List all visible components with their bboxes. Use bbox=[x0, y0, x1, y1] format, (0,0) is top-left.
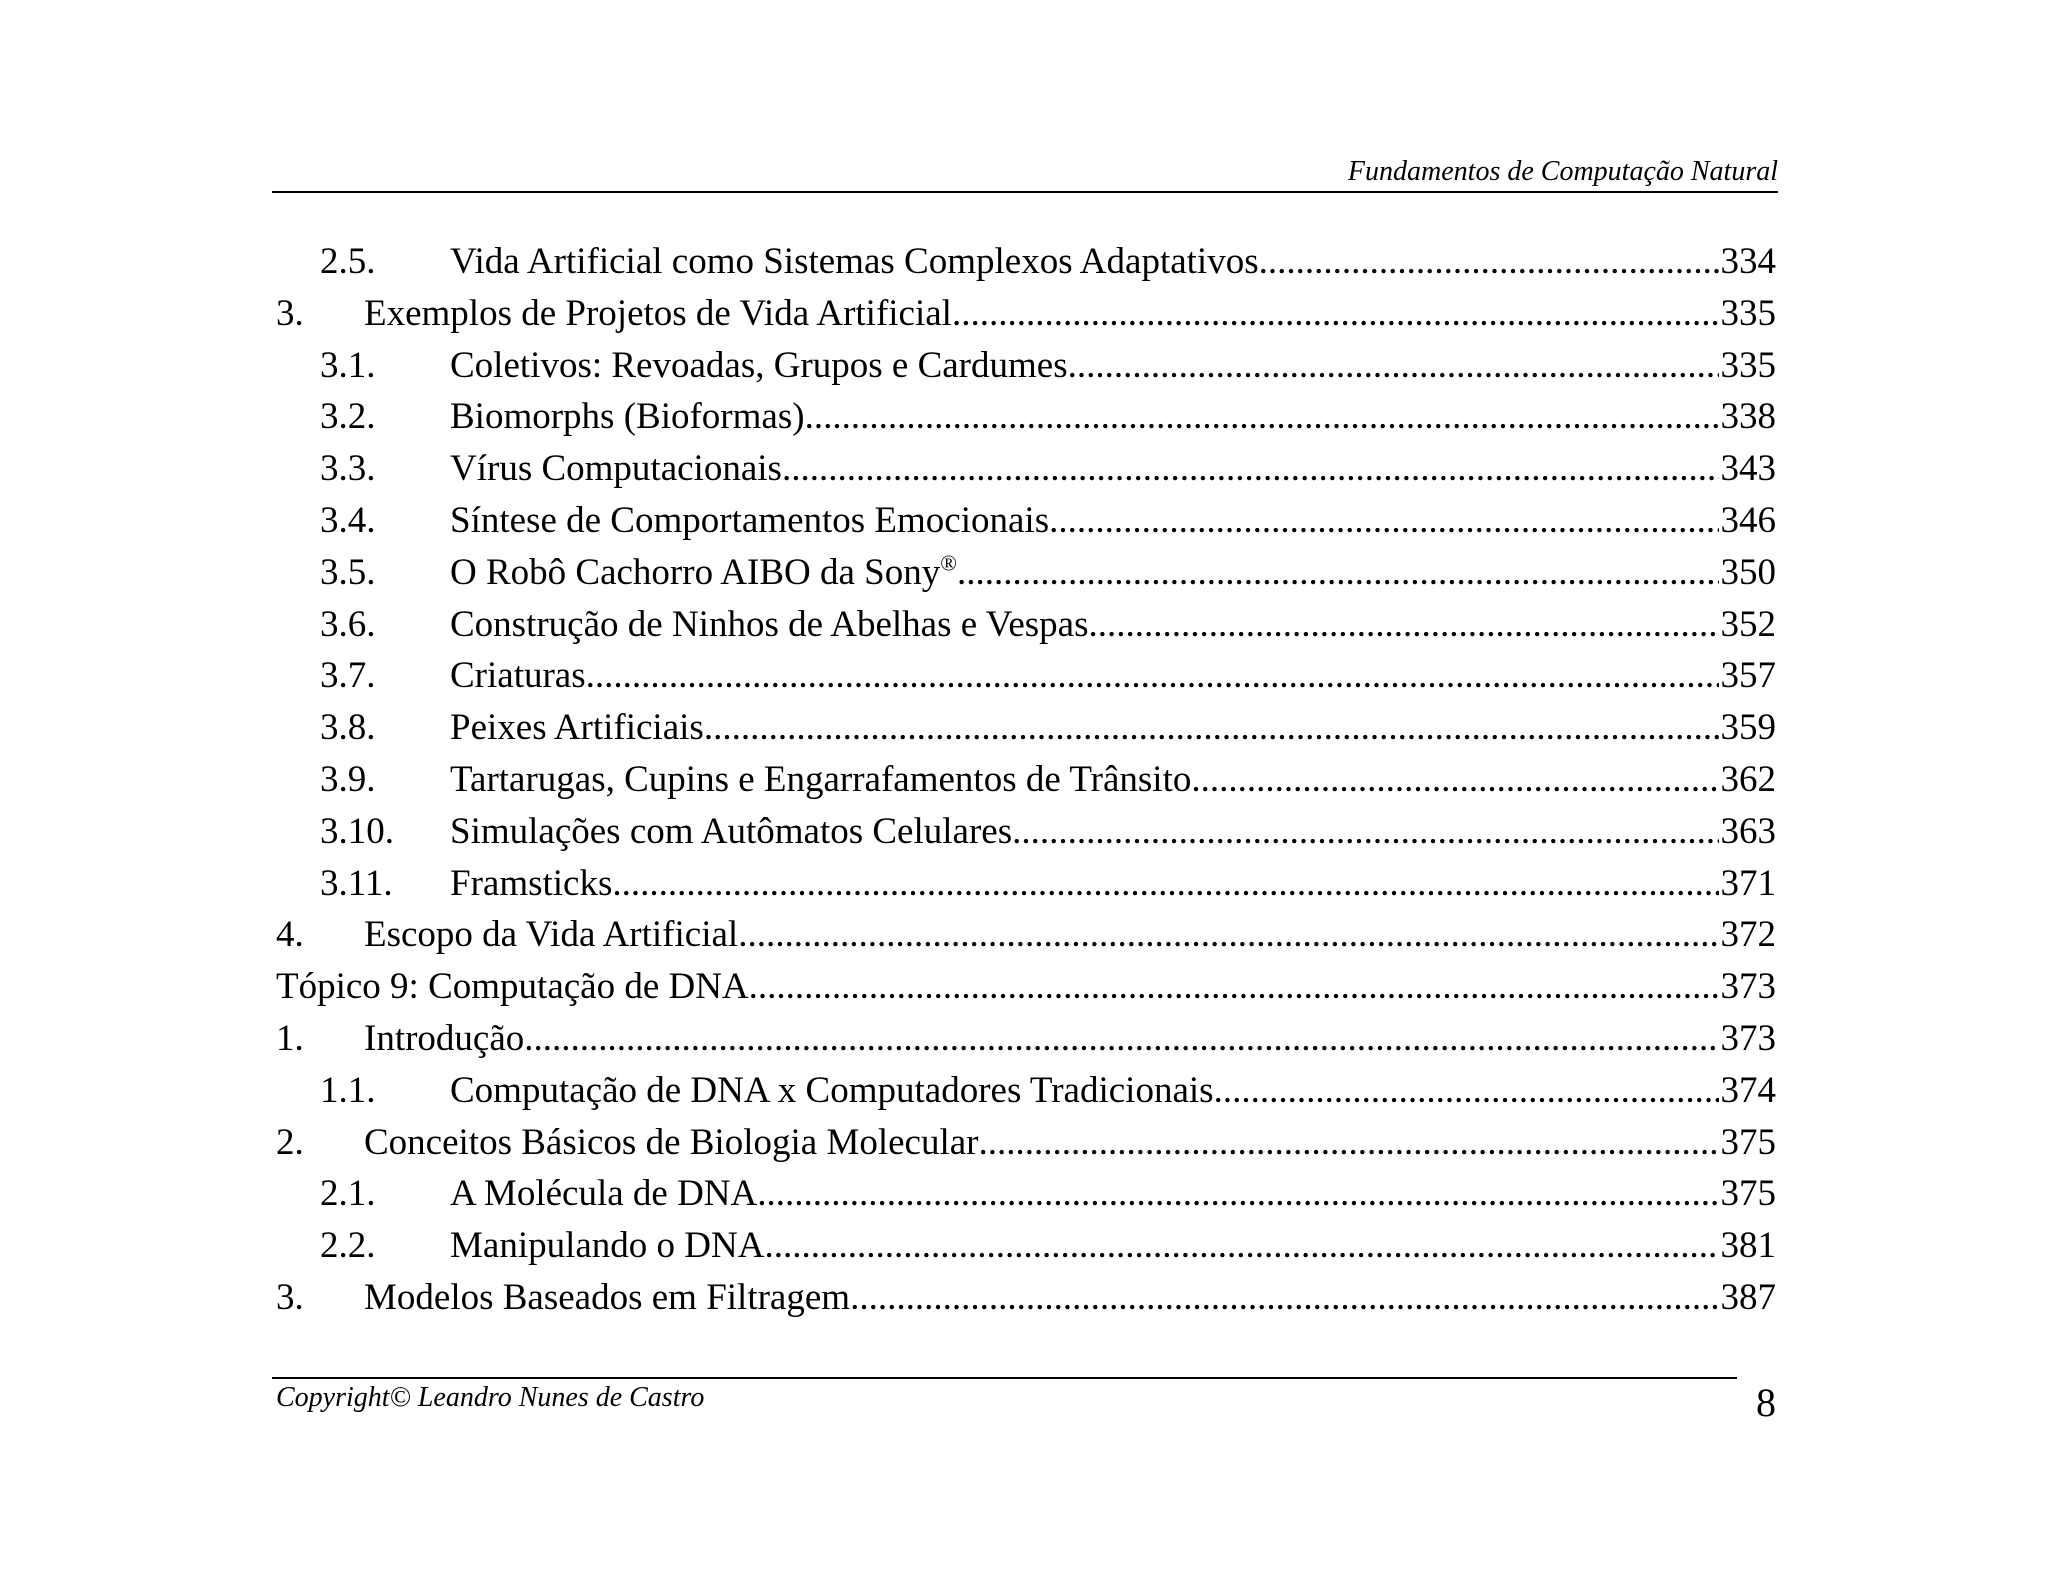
toc-entry-3-6 bbox=[276, 599, 1776, 651]
registered-mark: ® bbox=[940, 550, 957, 576]
toc-entry-title: Escopo da Vida Artificial bbox=[364, 914, 739, 956]
toc-entry-title: Computação de DNA x Computadores Tradicionais bbox=[450, 1069, 1214, 1111]
toc-entry-2-1 bbox=[276, 1168, 1776, 1220]
toc-entry-number: 2.1. bbox=[320, 1173, 376, 1215]
toc-entry-number: 3.8. bbox=[320, 707, 376, 749]
toc-entry-number: 1.1. bbox=[320, 1069, 376, 1111]
toc-entry-number: 3.11. bbox=[320, 862, 393, 904]
toc-entry-page: 343 bbox=[1720, 448, 1776, 490]
toc-entry-3-5 bbox=[276, 547, 1776, 599]
toc-entry-number: 3.9. bbox=[320, 758, 376, 800]
toc-entry-title: Exemplos de Projetos de Vida Artificial bbox=[364, 292, 952, 334]
toc-entry-2-5 bbox=[276, 236, 1776, 288]
toc-entry-page: 387 bbox=[1720, 1276, 1776, 1318]
toc-entry-title: A Molécula de DNA bbox=[450, 1173, 758, 1215]
dot-leader bbox=[979, 1117, 1719, 1169]
toc-entry-1 bbox=[276, 1013, 1776, 1065]
toc-entry-page: 373 bbox=[1720, 966, 1776, 1008]
toc-entry-3-2 bbox=[276, 391, 1776, 443]
toc-entry-3-filtragem bbox=[276, 1272, 1776, 1324]
toc-entry-number: 4. bbox=[276, 914, 304, 956]
dot-leader bbox=[1191, 754, 1718, 806]
toc-entry-page: 359 bbox=[1720, 707, 1776, 749]
footer-page-number: 8 bbox=[1756, 1380, 1776, 1425]
dot-leader bbox=[952, 288, 1719, 340]
toc-entry-number: 3. bbox=[276, 1276, 304, 1318]
toc-entry-number: 3. bbox=[276, 292, 304, 334]
toc-entry-title: Biomorphs (Bioformas) bbox=[450, 396, 805, 438]
dot-leader bbox=[612, 858, 1718, 910]
footer-copyright: Copyright© Leandro Nunes de Castro bbox=[276, 1382, 705, 1413]
dot-leader bbox=[757, 1168, 1718, 1220]
toc-entry-3-3 bbox=[276, 443, 1776, 495]
dot-leader bbox=[764, 1220, 1718, 1272]
toc-entry-number: 3.10. bbox=[320, 810, 394, 852]
toc-entry-title: Modelos Baseados em Filtragem bbox=[364, 1276, 851, 1318]
dot-leader bbox=[524, 1013, 1718, 1065]
toc-entry-page: 363 bbox=[1720, 810, 1776, 852]
toc-entry-title: Vírus Computacionais bbox=[450, 448, 782, 490]
table-of-contents bbox=[276, 236, 1776, 1324]
toc-entry-page: 346 bbox=[1720, 499, 1776, 541]
dot-leader bbox=[738, 909, 1718, 961]
dot-leader bbox=[1259, 236, 1719, 288]
toc-entry-title: Simulações com Autômatos Celulares bbox=[450, 810, 1013, 852]
toc-entry-title bbox=[450, 547, 957, 599]
toc-entry-title: Conceitos Básicos de Biologia Molecular bbox=[364, 1121, 979, 1163]
toc-entry-number: 3.7. bbox=[320, 655, 376, 697]
footer-rule bbox=[272, 1377, 1737, 1379]
toc-entry-title: Tartarugas, Cupins e Engarrafamentos de Trânsito bbox=[450, 758, 1192, 800]
toc-entry-1-1 bbox=[276, 1065, 1776, 1117]
toc-entry-3-11 bbox=[276, 858, 1776, 910]
dot-leader bbox=[1068, 340, 1719, 392]
toc-entry-title: Criaturas bbox=[450, 655, 586, 697]
dot-leader bbox=[1012, 806, 1718, 858]
toc-entry-3-9 bbox=[276, 754, 1776, 806]
toc-entry-page: 350 bbox=[1720, 551, 1776, 593]
dot-leader bbox=[782, 443, 1719, 495]
toc-entry-4 bbox=[276, 909, 1776, 961]
toc-entry-page: 375 bbox=[1720, 1173, 1776, 1215]
toc-entry-title: Síntese de Comportamentos Emocionais bbox=[450, 499, 1050, 541]
dot-leader bbox=[805, 391, 1719, 443]
toc-entry-page: 371 bbox=[1720, 862, 1776, 904]
toc-entry-3-4 bbox=[276, 495, 1776, 547]
toc-entry-number: 1. bbox=[276, 1017, 304, 1059]
toc-entry-title: Tópico 9: Computação de DNA bbox=[276, 966, 749, 1008]
toc-entry-number: 2.2. bbox=[320, 1225, 376, 1267]
header-rule bbox=[272, 191, 1778, 193]
toc-entry-number: 3.2. bbox=[320, 396, 376, 438]
toc-entry-page: 381 bbox=[1720, 1225, 1776, 1267]
toc-entry-page: 372 bbox=[1720, 914, 1776, 956]
toc-entry-page: 362 bbox=[1720, 758, 1776, 800]
toc-entry-number: 3.1. bbox=[320, 344, 376, 386]
toc-entry-title: Construção de Ninhos de Abelhas e Vespas bbox=[450, 603, 1089, 645]
toc-entry-topic-9 bbox=[276, 961, 1776, 1013]
toc-entry-2-2 bbox=[276, 1220, 1776, 1272]
dot-leader bbox=[1214, 1065, 1719, 1117]
toc-entry-number: 2.5. bbox=[320, 241, 376, 282]
running-header-title: Fundamentos de Computação Natural bbox=[1347, 156, 1778, 187]
toc-entry-title: Manipulando o DNA bbox=[450, 1225, 765, 1267]
toc-entry-page: 375 bbox=[1720, 1121, 1776, 1163]
toc-entry-title: Vida Artificial como Sistemas Complexos Adaptativos bbox=[450, 241, 1259, 282]
toc-entry-title: Coletivos: Revoadas, Grupos e Cardumes bbox=[450, 344, 1068, 386]
toc-entry-3-1 bbox=[276, 340, 1776, 392]
toc-entry-3-7 bbox=[276, 650, 1776, 702]
toc-entry-title: Peixes Artificiais bbox=[450, 707, 704, 749]
dot-leader bbox=[1049, 495, 1718, 547]
toc-entry-number: 3.4. bbox=[320, 499, 376, 541]
toc-entry-page: 352 bbox=[1720, 603, 1776, 645]
toc-entry-page: 338 bbox=[1720, 396, 1776, 438]
dot-leader bbox=[704, 702, 1719, 754]
toc-entry-title: Introdução bbox=[364, 1017, 525, 1059]
dot-leader bbox=[1089, 599, 1719, 651]
toc-entry-page: 357 bbox=[1720, 655, 1776, 697]
toc-entry-title-text: O Robô Cachorro AIBO da Sony bbox=[450, 551, 941, 593]
toc-entry-2 bbox=[276, 1117, 1776, 1169]
toc-entry-title: Framsticks bbox=[450, 862, 613, 904]
toc-entry-page: 334 bbox=[1720, 241, 1776, 282]
toc-entry-number: 3.3. bbox=[320, 448, 376, 490]
toc-entry-page: 374 bbox=[1720, 1069, 1776, 1111]
toc-entry-number: 3.6. bbox=[320, 603, 376, 645]
toc-entry-page: 373 bbox=[1720, 1017, 1776, 1059]
toc-entry-3-10 bbox=[276, 806, 1776, 858]
toc-entry-page: 335 bbox=[1720, 292, 1776, 334]
dot-leader bbox=[586, 650, 1719, 702]
toc-entry-3 bbox=[276, 288, 1776, 340]
dot-leader bbox=[957, 547, 1719, 599]
dot-leader bbox=[749, 961, 1719, 1013]
toc-entry-number: 2. bbox=[276, 1121, 304, 1163]
toc-entry-page: 335 bbox=[1720, 344, 1776, 386]
toc-entry-number: 3.5. bbox=[320, 551, 376, 593]
toc-entry-3-8 bbox=[276, 702, 1776, 754]
dot-leader bbox=[850, 1272, 1718, 1324]
